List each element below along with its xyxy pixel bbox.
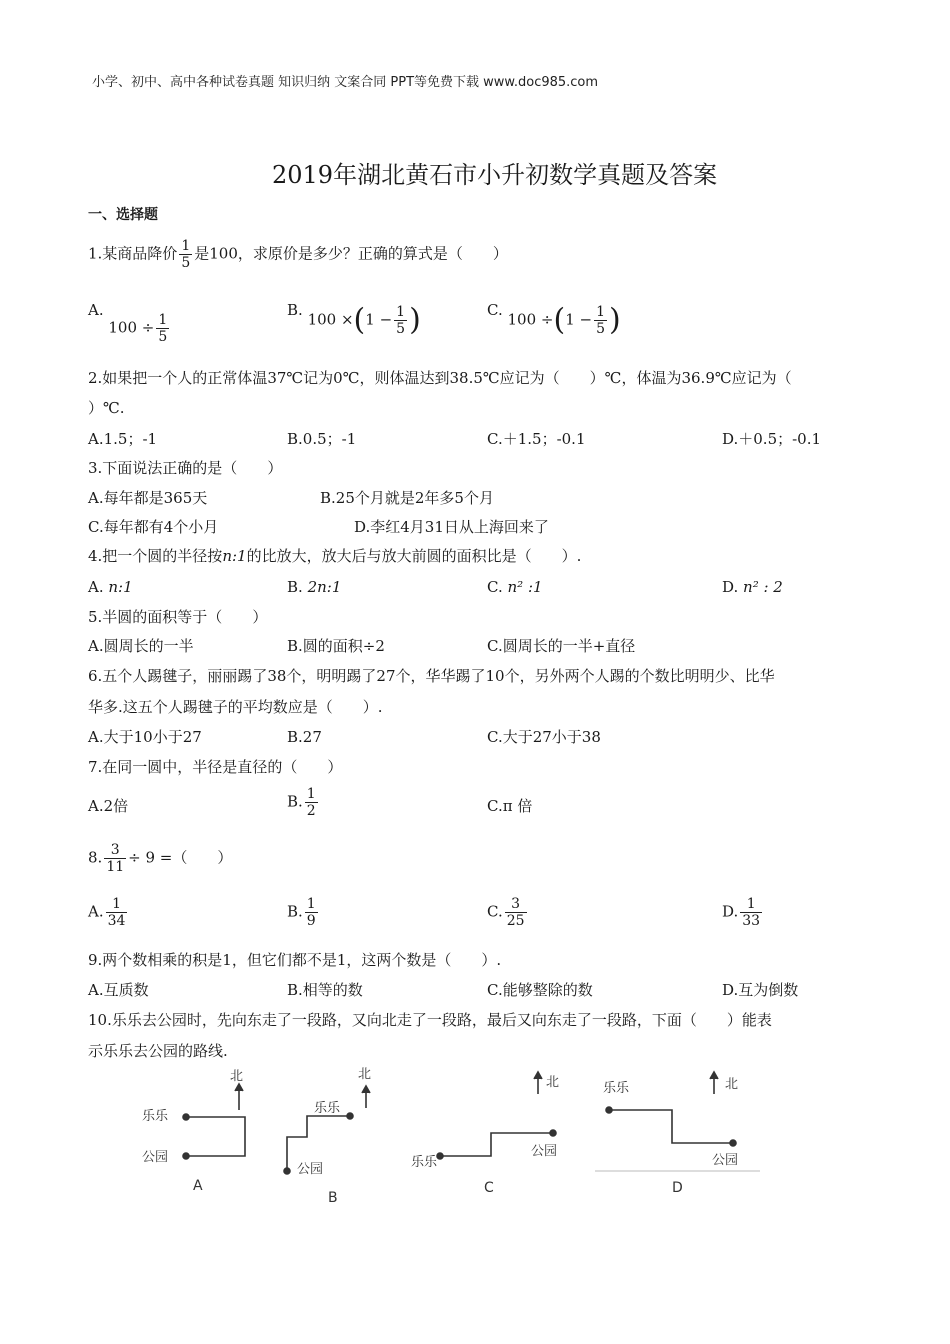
question-9-option-a[interactable]: A.互质数 [88,981,149,999]
figure-c-end-label: 公园 [531,1144,558,1159]
question-2-option-d[interactable]: D.＋0.5；-0.1 [722,430,822,448]
question-4-option-b[interactable]: B. 2n:1 [287,578,342,596]
figure-b-label: B [328,1190,338,1206]
question-5-stem: 5.半圆的面积等于（ ） [88,608,268,626]
question-4-stem: 4.把一个圆的半径按n:1的比放大，放大后与放大前圆的面积比是（ ）. [88,547,582,565]
figure-b-end-label: 公园 [297,1162,324,1177]
figure-c-north-label: 北 [546,1075,560,1090]
question-4-option-a[interactable]: A. n:1 [88,578,133,596]
question-6-option-b[interactable]: B.27 [287,728,322,746]
question-1-stem: 1.某商品降价 $\frac{1}{5}$ 是100，求原价是多少？正确的算式是（ ） [88,238,508,271]
question-8-stem: 8. $\frac{3}{11}$ ÷ 9 =（ ） [88,842,233,875]
route-figure-a[interactable] [142,1069,245,1194]
question-9-option-b[interactable]: B.相等的数 [287,981,363,999]
figure-a-start-label: 乐乐 [142,1109,169,1124]
question-7-stem: 7.在同一圆中，半径是直径的（ ） [88,758,343,776]
question-3-option-b[interactable]: B.25个月就是2年多5个月 [320,489,494,507]
question-3-option-d[interactable]: D.李红4月31日从上海回来了 [354,518,549,536]
figure-a-label: A [193,1178,203,1194]
question-9-option-d[interactable]: D.互为倒数 [722,981,799,999]
question-7-option-c[interactable]: C.π 倍 [487,797,533,815]
question-3-option-a[interactable]: A.每年都是365天 [88,489,208,507]
page-header: 小学、初中、高中各种试卷真题 知识归纳 文案合同 PPT等免费下载 www.doc985.com [92,75,599,90]
question-6-option-c[interactable]: C.大于27小于38 [487,728,601,746]
route-figures [0,1060,950,1220]
question-5-option-b[interactable]: B.圆的面积÷2 [287,637,385,655]
question-2-stem-line2: ）℃. [88,399,125,417]
question-1-option-b[interactable]: B. 100 ×(1 − $\frac{1}{5}$ ) [287,301,421,338]
figure-a-end-label: 公园 [142,1150,169,1165]
question-2-stem-line1: 2.如果把一个人的正常体温37℃记为0℃，则体温达到38.5℃应记为（ ）℃，体温为36.9℃应记为（ [88,369,792,387]
question-6-stem-line1: 6.五个人踢毽子，丽丽踢了38个，明明踢了27个，华华踢了10个，另外两个人踢的个数比明明少、比华 [88,667,775,685]
question-8-option-b[interactable]: B. $\frac{1}{9}$ [287,896,316,929]
question-6-option-a[interactable]: A.大于10小于27 [88,728,202,746]
question-7-option-b[interactable]: B. $\frac{1}{2}$ [287,786,316,819]
question-2-option-c[interactable]: C.＋1.5；-0.1 [487,430,586,448]
route-figure-c[interactable] [411,1072,559,1196]
question-9-option-c[interactable]: C.能够整除的数 [487,981,593,999]
question-9-stem: 9.两个数相乘的积是1，但它们都不是1，这两个数是（ ）. [88,951,502,969]
figure-a-north-label: 北 [230,1069,244,1084]
question-8-option-c[interactable]: C. $\frac{3}{25}$ [487,896,525,929]
question-10-stem-line2: 示乐乐去公园的路线. [88,1042,228,1060]
question-5-option-c[interactable]: C.圆周长的一半+直径 [487,637,636,655]
question-2-option-a[interactable]: A.1.5；-1 [88,430,158,448]
figure-c-label: C [484,1180,494,1196]
question-4-option-d[interactable]: D. n² : 2 [722,578,783,596]
question-8-option-a[interactable]: A. $\frac{1}{34}$ [88,896,126,929]
figure-b-start-label: 乐乐 [314,1101,341,1116]
figure-c-start-label: 乐乐 [411,1155,438,1170]
question-6-stem-line2: 华多.这五个人踢毽子的平均数应是（ ）. [88,698,383,716]
question-4-option-c[interactable]: C. n² :1 [487,578,543,596]
figure-d-start-label: 乐乐 [603,1081,630,1096]
figure-d-end-label: 公园 [712,1153,739,1168]
question-1-option-c[interactable]: C. 100 ÷(1 − $\frac{1}{5}$ ) [487,301,621,338]
question-3-option-c[interactable]: C.每年都有4个小月 [88,518,219,536]
page-title: 2019年湖北黄石市小升初数学真题及答案 [272,161,718,189]
question-7-option-a[interactable]: A.2倍 [88,797,129,815]
question-2-option-b[interactable]: B.0.5；-1 [287,430,357,448]
route-figure-b[interactable] [284,1067,371,1206]
question-3-stem: 3.下面说法正确的是（ ） [88,459,283,477]
figure-d-label: D [672,1180,683,1196]
question-8-option-d[interactable]: D. $\frac{1}{33}$ [722,896,761,929]
route-figure-d[interactable] [595,1072,760,1196]
question-5-option-a[interactable]: A.圆周长的一半 [88,637,194,655]
figure-b-north-label: 北 [358,1067,372,1082]
question-10-stem-line1: 10.乐乐去公园时，先向东走了一段路，又向北走了一段路，最后又向东走了一段路，下面（ ）能表 [88,1011,772,1029]
section-heading: 一、选择题 [88,207,158,223]
figure-d-north-label: 北 [725,1077,739,1092]
question-1-option-a[interactable]: A. 100 ÷ $\frac{1}{5}$ [88,301,168,345]
